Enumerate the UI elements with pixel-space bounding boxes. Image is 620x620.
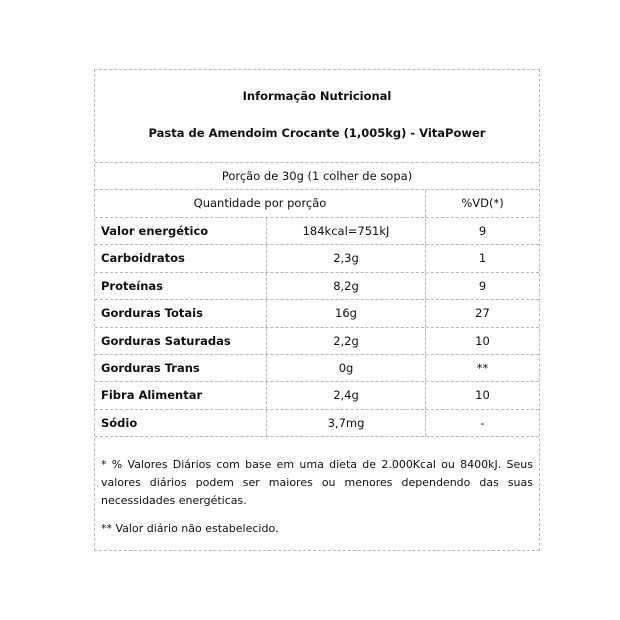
nutrient-name: Sódio — [95, 410, 267, 436]
nutrient-amount: 8,2g — [267, 273, 426, 299]
nutrient-daily-value: 9 — [478, 278, 487, 293]
nutrient-amount: 2,3g — [267, 245, 426, 271]
nutrient-name: Gorduras Saturadas — [95, 328, 267, 354]
nutrient-name: Gorduras Totais — [95, 300, 267, 326]
nutrient-daily-value: 10 — [475, 333, 490, 348]
quantity-column-header: Quantidade por porção — [95, 190, 426, 217]
nutrient-row-total-fat — [95, 300, 539, 327]
nutrient-amount: 16g — [267, 300, 426, 326]
product-name: Pasta de Amendoim Crocante (1,005kg) - VitaPower — [148, 126, 486, 140]
portion-size: Porção de 30g (1 colher de sopa) — [95, 163, 539, 190]
nutrient-row-trans-fat — [95, 355, 539, 382]
not-established-footnote: ** Valor diário não estabelecido. — [101, 522, 279, 535]
daily-value-column-header: %VD(*) — [461, 196, 504, 210]
nutrient-amount: 0g — [267, 355, 426, 381]
nutrient-rows — [95, 218, 539, 437]
table-title: Informação Nutricional — [242, 89, 392, 103]
nutrient-amount: 3,7mg — [267, 410, 426, 436]
table-header — [95, 70, 539, 163]
nutrient-row-proteins — [95, 273, 539, 300]
daily-values-footnote: * % Valores Diários com base em uma dieta de 2.000Kcal ou 8400kJ. Seus valores diários podem ser maiores ou menores dependendo das suas necessidades energéticas. — [101, 458, 533, 507]
nutrient-row-dietary-fiber — [95, 382, 539, 409]
nutrient-daily-value: ** — [476, 360, 489, 375]
nutrient-row-carbohydrates — [95, 245, 539, 272]
nutrient-name: Proteínas — [95, 273, 267, 299]
nutrient-row-energy — [95, 218, 539, 245]
nutrient-name: Fibra Alimentar — [95, 382, 267, 408]
nutrient-name: Carboidratos — [95, 245, 267, 271]
nutrient-amount: 184kcal=751kJ — [267, 218, 426, 244]
nutrient-row-saturated-fat — [95, 328, 539, 355]
nutrient-daily-value: 1 — [478, 251, 487, 266]
footnotes — [101, 456, 533, 538]
nutrient-daily-value: 10 — [475, 388, 490, 403]
nutrient-daily-value: 9 — [478, 224, 487, 238]
nutrient-name: Valor energético — [95, 218, 267, 244]
nutrient-name: Gorduras Trans — [95, 355, 267, 381]
nutrient-daily-value: - — [480, 415, 485, 430]
nutrient-daily-value: 27 — [475, 306, 490, 321]
column-headers — [95, 190, 539, 218]
nutrient-amount: 2,2g — [267, 328, 426, 354]
nutrient-row-sodium — [95, 410, 539, 437]
nutrition-facts-table — [94, 69, 540, 551]
nutrient-amount: 2,4g — [267, 382, 426, 408]
